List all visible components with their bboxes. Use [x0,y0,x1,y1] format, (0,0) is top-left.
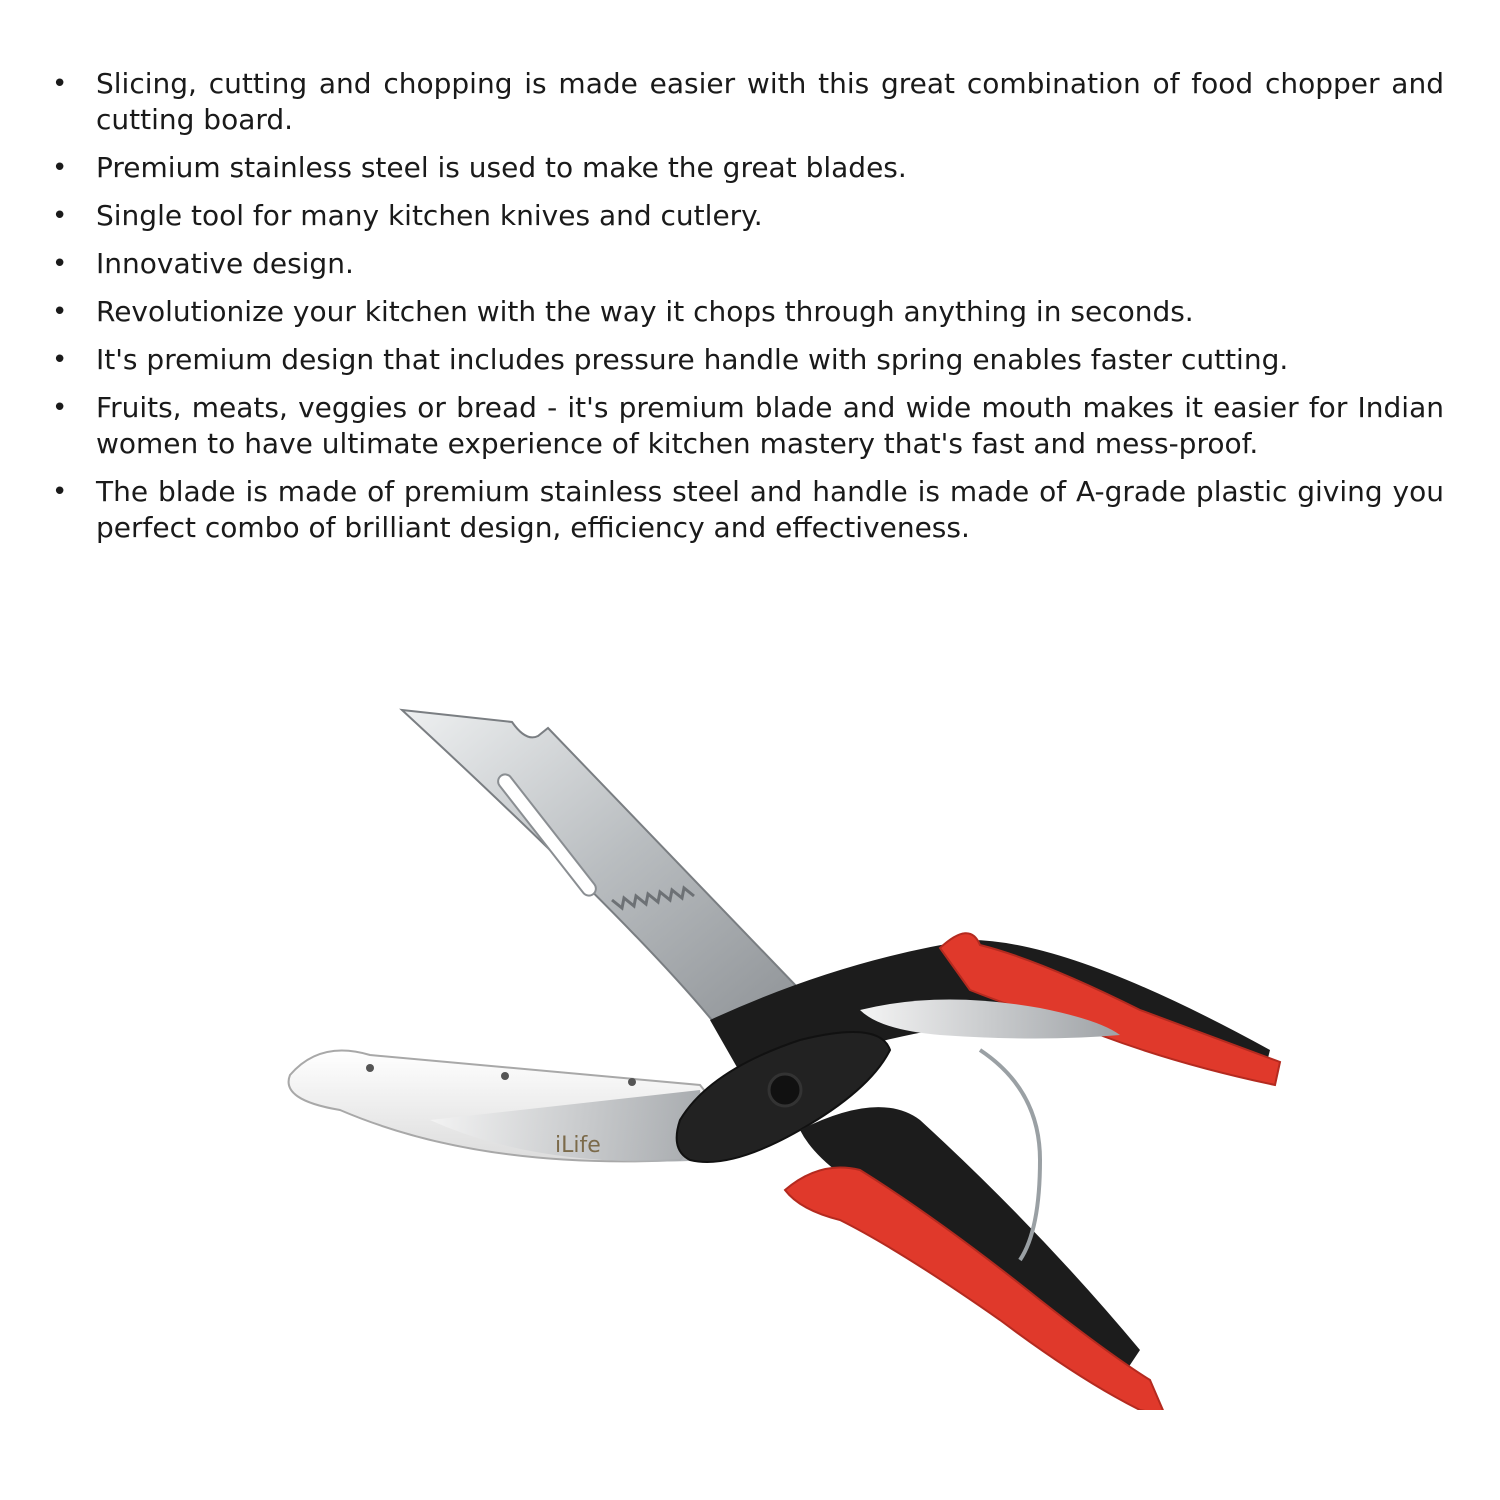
feature-item: • The blade is made of premium stainless steel and handle is made of A-grade plastic giving you perfect combo of brilliant design, efficiency and effectiveness. [52,474,1444,546]
feature-item: • Innovative design. [52,246,1444,282]
upper-blade [402,710,800,1030]
feature-item: • It's premium design that includes pressure handle with spring enables faster cutting. [52,342,1444,378]
pivot-screw [769,1074,801,1106]
board-rivet [366,1064,374,1072]
feature-item: • Revolutionize your kitchen with the way it chops through anything in seconds. [52,294,1444,330]
board-rivet [501,1072,509,1080]
feature-item: • Single tool for many kitchen knives and cutlery. [52,198,1444,234]
feature-list [52,66,1444,558]
brand-logo: iLife [555,1133,601,1158]
board-rivet [628,1078,636,1086]
feature-item: • Premium stainless steel is used to make the great blades. [52,150,1444,186]
feature-item: • Slicing, cutting and chopping is made easier with this great combination of food chopper and cutting board. [52,66,1444,138]
feature-item: • Fruits, meats, veggies or bread - it's premium blade and wide mouth makes it easier for Indian women to have ultimate experience of kitchen mastery that's fast and mess-proof. [52,390,1444,462]
chopper-scissors-image [280,690,1290,1410]
